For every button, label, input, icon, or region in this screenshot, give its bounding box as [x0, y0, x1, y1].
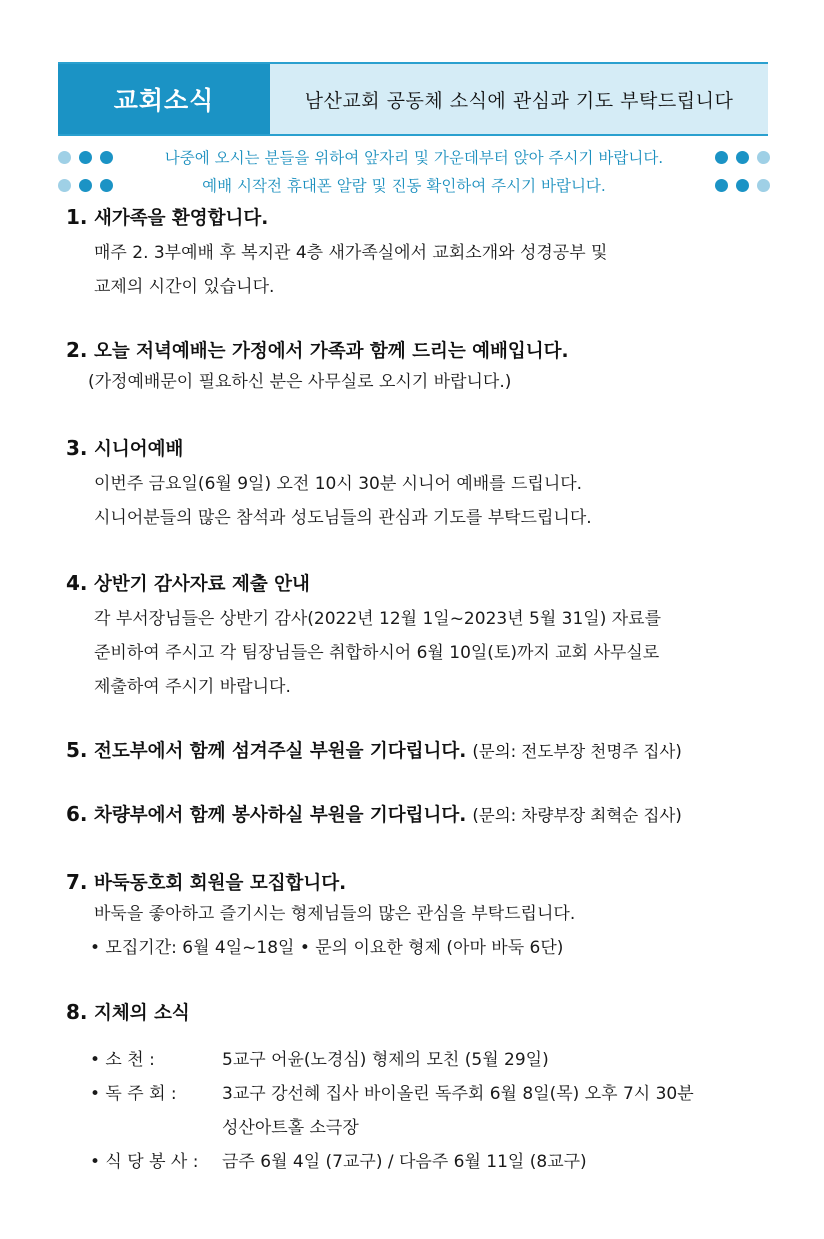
header-tab-label: 교회소식 [58, 64, 270, 134]
notice-text: 나중에 오시는 분들을 위하여 앞자리 및 가운데부터 앉아 주시기 바랍니다. [164, 149, 664, 167]
section-header [58, 62, 768, 136]
item-title: 3. 시니어예배 [66, 436, 184, 460]
bullet-text: 3교구 강선혜 집사 바이올린 독주회 6월 8일(목) 오후 7시 30분 [222, 1084, 694, 1104]
notice-text: 예배 시작전 휴대폰 알람 및 진동 확인하여 주시기 바랍니다. [202, 177, 606, 195]
bullet-label: • 소 천 : [90, 1050, 155, 1070]
body-line: 교제의 시간이 있습니다. [94, 277, 275, 297]
dots-left-icon [58, 179, 113, 192]
news-item-3 [66, 435, 776, 535]
item-title: 2. 오늘 저녁예배는 가정에서 가족과 함께 드리는 예배입니다. [66, 338, 569, 362]
item-body [90, 897, 776, 965]
body-line: 제출하여 주시기 바랍니다. [94, 677, 291, 697]
body-line: 준비하여 주시고 각 팀장님들은 취합하시어 6월 10일(토)까지 교회 사무실로 [94, 643, 660, 663]
news-item-1 [66, 204, 776, 304]
body-line: • 모집기간: 6월 4일~18일 • 문의 이요한 형제 (아마 바둑 6단) [90, 938, 564, 958]
item-note: (문의: 전도부장 천명주 집사) [472, 742, 682, 761]
dots-right-icon [715, 151, 770, 164]
item-title: 7. 바둑동호회 회원을 모집합니다. [66, 870, 347, 894]
body-line: 각 부서장님들은 상반기 감사(2022년 12월 1일~2023년 5월 31일) 자료를 [94, 609, 662, 629]
body-line: (가정예배문이 필요하신 분은 사무실로 오시기 바랍니다.) [88, 372, 512, 392]
bullet-text: 5교구 어윤(노경심) 형제의 모친 (5월 29일) [222, 1050, 549, 1070]
body-line: 이번주 금요일(6월 9일) 오전 10시 30분 시니어 예배를 드립니다. [94, 474, 583, 494]
bullet-row [90, 1043, 776, 1077]
dots-left-icon [58, 151, 113, 164]
item-title: 6. 차량부에서 함께 봉사하실 부원을 기다립니다. (문의: 차량부장 최혁순 집사) [66, 802, 682, 826]
item-body [94, 236, 776, 304]
bullet-label: • 식 당 봉 사 : [90, 1152, 199, 1172]
item-note: (문의: 차량부장 최혁순 집사) [472, 806, 682, 825]
item-body [94, 467, 776, 535]
news-item-2 [66, 337, 776, 399]
notice-line-1 [58, 145, 770, 169]
body-line: 바둑을 좋아하고 즐기시는 형제님들의 많은 관심을 부탁드립니다. [94, 904, 576, 924]
header-subtitle: 남산교회 공동체 소식에 관심과 기도 부탁드립니다 [304, 89, 734, 112]
news-item-5 [66, 737, 776, 763]
bullet-row [90, 1077, 776, 1111]
item-title: 1. 새가족을 환영합니다. [66, 205, 269, 229]
bullet-label: • 독 주 회 : [90, 1084, 177, 1104]
bullet-text: 금주 6월 4일 (7교구) / 다음주 6월 11일 (8교구) [222, 1152, 587, 1172]
item-title: 4. 상반기 감사자료 제출 안내 [66, 571, 310, 595]
news-item-8 [66, 999, 776, 1179]
item-body [94, 602, 776, 704]
item-title: 5. 전도부에서 함께 섬겨주실 부원을 기다립니다. (문의: 전도부장 천명주 집사) [66, 738, 682, 762]
bullet-text-cont: 성산아트홀 소극장 [222, 1118, 359, 1138]
dots-right-icon [715, 179, 770, 192]
news-item-4 [66, 570, 776, 704]
body-line: 매주 2. 3부예배 후 복지관 4층 새가족실에서 교회소개와 성경공부 및 [94, 243, 608, 263]
body-line: 시니어분들의 많은 참석과 성도님들의 관심과 기도를 부탁드립니다. [94, 508, 592, 528]
news-item-6 [66, 801, 776, 827]
notice-line-2 [58, 173, 770, 197]
item-body [88, 365, 776, 399]
bullet-row [90, 1111, 776, 1145]
item-body [90, 1043, 776, 1179]
bullet-row [90, 1145, 776, 1179]
item-title: 8. 지체의 소식 [66, 1000, 190, 1024]
news-item-7 [66, 869, 776, 965]
